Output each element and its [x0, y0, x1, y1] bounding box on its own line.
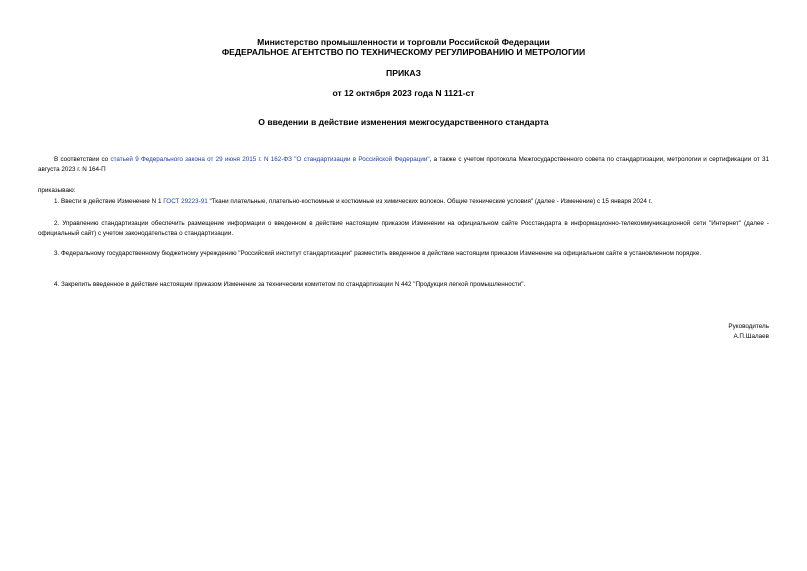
item-3: 3. Федеральному государственному бюджетному учреждению "Российский институт стандартизации" разместить введенное в действие настоящим приказом Изменение на официальном сайте в установленном порядке. [54, 250, 702, 257]
intro-suffix: , а также с учетом протокола Межгосударственного совета по стандартизации, метрологии и сертификации от 31 августа 2023 г. N 164-П [38, 156, 769, 173]
item-1-suffix: "Ткани плательные, плательно-костюмные и костюмные из химических волокон. Общие технические условия" (далее - Изменение) с 15 января 2024 г. [207, 198, 652, 205]
item-1 [38, 197, 769, 207]
intro-prefix: В соответствии со [54, 156, 111, 163]
doc-type-heading: ПРИКАЗ [386, 68, 421, 78]
agency-heading: ФЕДЕРАЛЬНОЕ АГЕНТСТВО ПО ТЕХНИЧЕСКОМУ РЕГУЛИРОВАНИЮ И МЕТРОЛОГИИ [221, 47, 586, 57]
item-4: 4. Закрепить введенное в действие настоящим приказом Изменение за техническим комитетом по стандартизации N 442 "Продукция легкой промышленности". [54, 281, 526, 288]
item-2: 2. Управлению стандартизации обеспечить размещение информации о введенном в действие настоящим приказом Изменении на официальном сайте Росстандарта в информационно-телекоммуникационной сети "Интернет" (далее - официальный сайт) с учетом законодательства о стандартизации. [38, 220, 769, 237]
signatory-name: А.П.Шалаев [733, 333, 769, 340]
gost-link[interactable]: ГОСТ 29223-91 [163, 198, 208, 205]
ministry-heading: Министерство промышленности и торговли Российской Федерации [257, 37, 550, 47]
document-title: О введении в действие изменения межгосударственного стандарта [258, 117, 549, 127]
item-1-prefix: 1. Ввести в действие Изменение N 1 [54, 198, 164, 205]
date-number-heading: от 12 октября 2023 года N 1121-ст [332, 88, 475, 98]
federal-law-link[interactable]: статьей 9 Федерального закона от 29 июня 2015 г. N 162-ФЗ "О стандартизации в Российской Федерации" [110, 156, 430, 163]
order-word: приказываю: [38, 187, 76, 194]
signatory-role: Руководитель [728, 323, 769, 330]
intro-paragraph [38, 155, 769, 175]
